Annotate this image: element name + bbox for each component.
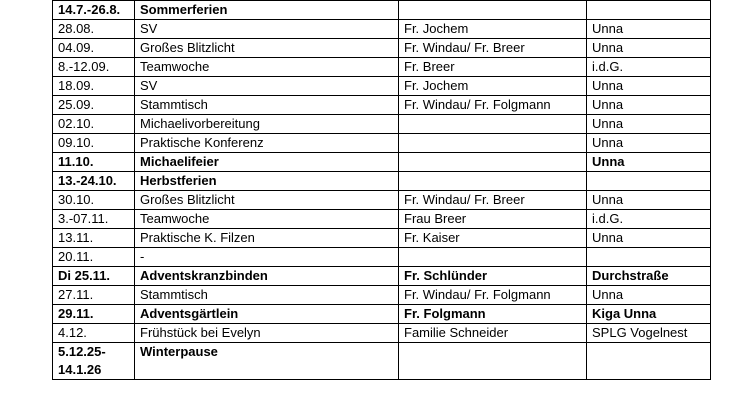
event-cell: Teamwoche [135,58,399,77]
date-cell: 25.09. [53,96,135,115]
event-cell: SV [135,20,399,39]
table-row [53,39,711,58]
schedule-table-body [53,1,711,380]
event-cell: Teamwoche [135,210,399,229]
date-cell: 28.08. [53,20,135,39]
place-cell: Kiga Unna [587,305,711,324]
event-cell: Großes Blitzlicht [135,39,399,58]
event-cell: Großes Blitzlicht [135,191,399,210]
table-row [53,20,711,39]
table-row [53,229,711,248]
table-row [53,267,711,286]
event-cell: Praktische Konferenz [135,134,399,153]
place-cell: i.d.G. [587,58,711,77]
place-cell: Unna [587,286,711,305]
date-cell: 4.12. [53,324,135,343]
table-row [53,210,711,229]
event-cell: - [135,248,399,267]
event-cell: Adventskranzbinden [135,267,399,286]
person-cell: Fr. Folgmann [399,305,587,324]
place-cell: Durchstraße [587,267,711,286]
person-cell: Fr. Schlünder [399,267,587,286]
place-cell: Unna [587,20,711,39]
event-cell: Stammtisch [135,286,399,305]
table-row [53,305,711,324]
person-cell [399,153,587,172]
table-row [53,77,711,96]
person-cell: Fr. Jochem [399,77,587,96]
person-cell [399,115,587,134]
table-row [53,134,711,153]
date-cell: 11.10. [53,153,135,172]
person-cell: Fr. Jochem [399,20,587,39]
date-cell: 20.11. [53,248,135,267]
person-cell: Fr. Windau/ Fr. Folgmann [399,96,587,115]
person-cell: Fr. Breer [399,58,587,77]
event-cell: Michaelivorbereitung [135,115,399,134]
table-row [53,96,711,115]
place-cell [587,1,711,20]
event-cell: Stammtisch [135,96,399,115]
person-cell [399,172,587,191]
event-cell: Herbstferien [135,172,399,191]
place-cell: Unna [587,229,711,248]
date-cell: 5.12.25- 14.1.26 [53,343,135,380]
event-cell: Winterpause [135,343,399,380]
table-row [53,58,711,77]
person-cell [399,134,587,153]
event-cell: Praktische K. Filzen [135,229,399,248]
date-cell: 8.-12.09. [53,58,135,77]
table-row [53,286,711,305]
date-cell: 30.10. [53,191,135,210]
table-row [53,172,711,191]
date-cell: Di 25.11. [53,267,135,286]
date-cell: 04.09. [53,39,135,58]
event-cell: Frühstück bei Evelyn [135,324,399,343]
date-cell: 13.11. [53,229,135,248]
place-cell: Unna [587,134,711,153]
place-cell: Unna [587,115,711,134]
person-cell [399,1,587,20]
date-cell: 18.09. [53,77,135,96]
person-cell: Fr. Windau/ Fr. Breer [399,39,587,58]
person-cell: Fr. Windau/ Fr. Folgmann [399,286,587,305]
place-cell [587,343,711,380]
place-cell: Unna [587,153,711,172]
event-cell: Sommerferien [135,1,399,20]
date-cell: 29.11. [53,305,135,324]
event-cell: Michaelifeier [135,153,399,172]
date-cell: 13.-24.10. [53,172,135,191]
place-cell: Unna [587,77,711,96]
table-row [53,115,711,134]
date-cell: 14.7.-26.8. [53,1,135,20]
event-cell: SV [135,77,399,96]
date-cell: 09.10. [53,134,135,153]
table-row [53,153,711,172]
event-cell: Adventsgärtlein [135,305,399,324]
schedule-table [52,0,711,380]
person-cell [399,248,587,267]
table-row [53,1,711,20]
table-row [53,324,711,343]
date-cell: 3.-07.11. [53,210,135,229]
place-cell: i.d.G. [587,210,711,229]
place-cell [587,172,711,191]
date-cell: 02.10. [53,115,135,134]
table-row [53,343,711,380]
place-cell: Unna [587,96,711,115]
person-cell: Frau Breer [399,210,587,229]
table-row [53,191,711,210]
person-cell: Fr. Windau/ Fr. Breer [399,191,587,210]
place-cell: Unna [587,39,711,58]
place-cell [587,248,711,267]
person-cell: Fr. Kaiser [399,229,587,248]
person-cell [399,343,587,380]
place-cell: Unna [587,191,711,210]
table-row [53,248,711,267]
place-cell: SPLG Vogelnest [587,324,711,343]
date-cell: 27.11. [53,286,135,305]
person-cell: Familie Schneider [399,324,587,343]
